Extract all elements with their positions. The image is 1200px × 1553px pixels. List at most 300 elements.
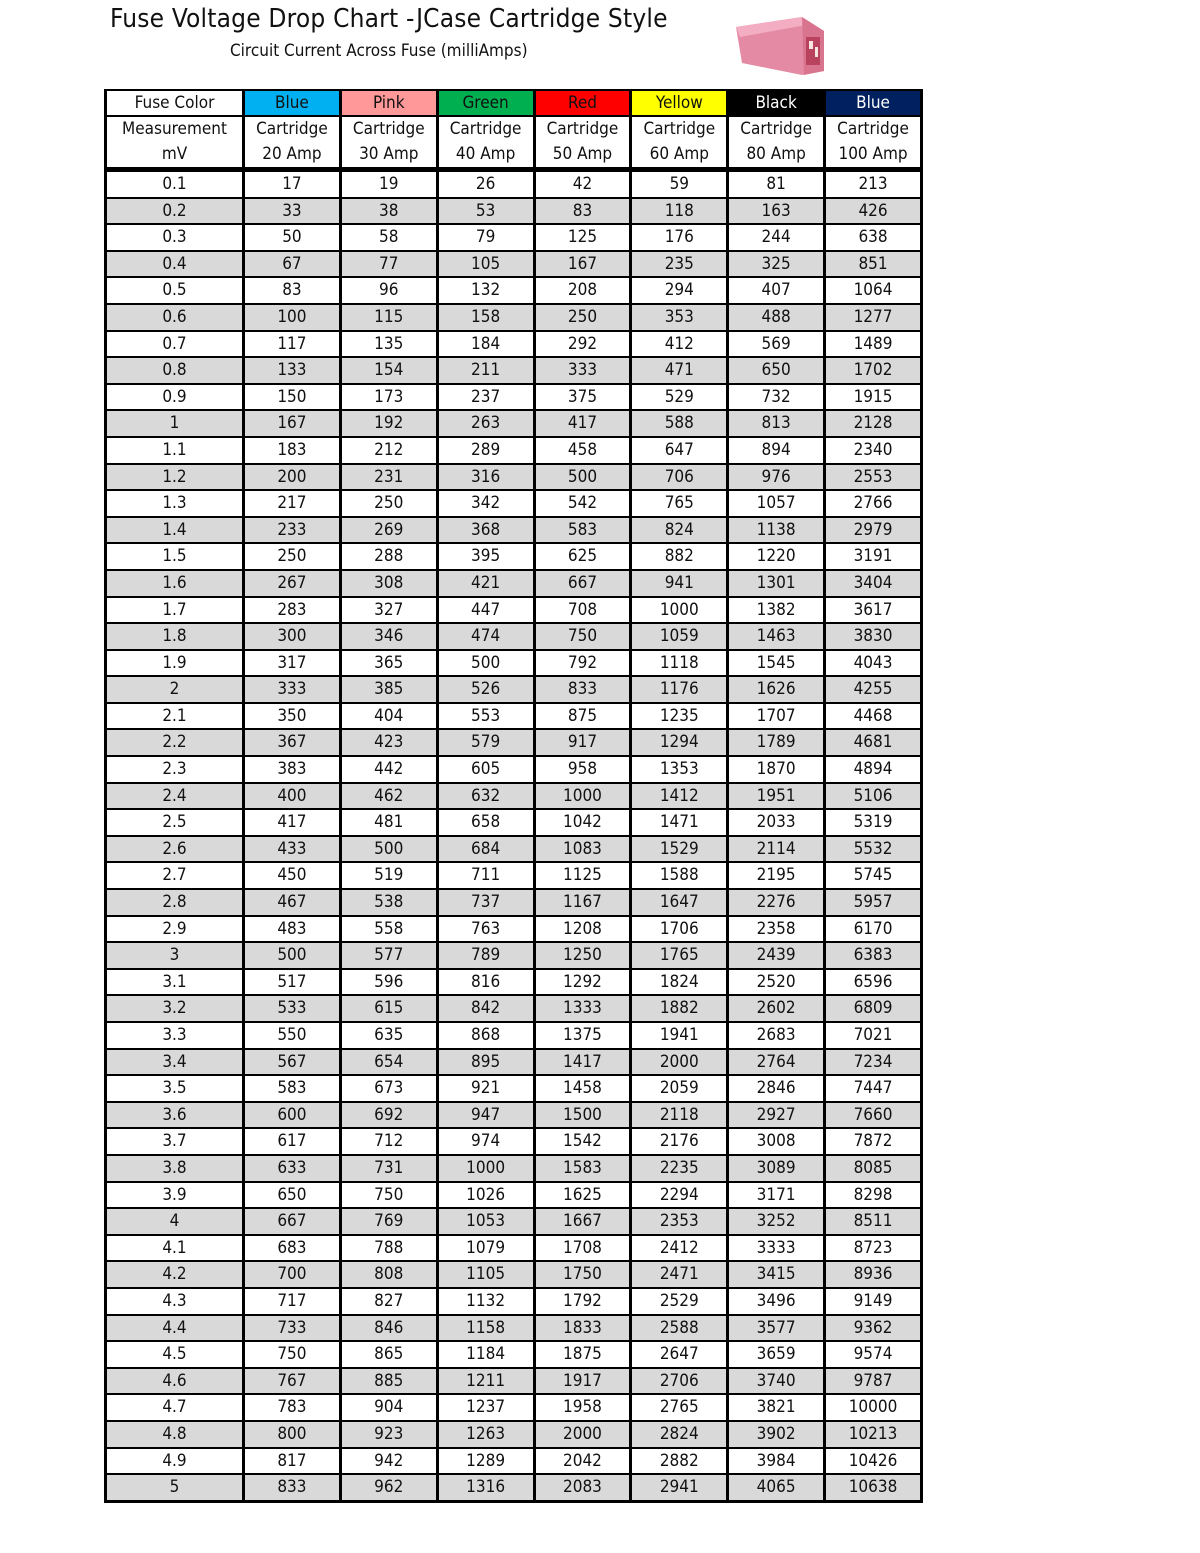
current-cell: 974	[439, 1129, 533, 1154]
current-cell: 237	[439, 385, 533, 410]
current-cell: 117	[245, 332, 339, 357]
current-cell: 1458	[536, 1076, 630, 1101]
current-cell: 353	[632, 305, 726, 330]
current-cell: 81	[729, 172, 823, 197]
current-cell: 3902	[729, 1422, 823, 1447]
current-cell: 316	[439, 465, 533, 490]
table-row	[107, 491, 920, 516]
current-cell: 3415	[729, 1262, 823, 1287]
current-cell: 2294	[632, 1183, 726, 1208]
measurement-cell: 2.9	[107, 917, 242, 942]
table-row	[107, 757, 920, 782]
current-cell: 7660	[826, 1103, 920, 1128]
current-cell: 962	[342, 1475, 436, 1500]
unit-label: mV	[161, 144, 188, 164]
current-cell: 692	[342, 1103, 436, 1128]
measurement-cell: 4.9	[107, 1449, 242, 1474]
current-cell: 342	[439, 491, 533, 516]
measurement-cell: 0.3	[107, 225, 242, 250]
current-cell: 1353	[632, 757, 726, 782]
measurement-cell: 1.6	[107, 571, 242, 596]
current-cell: 50	[245, 225, 339, 250]
measurement-cell: 0.5	[107, 278, 242, 303]
current-cell: 1000	[536, 784, 630, 809]
current-cell: 882	[632, 544, 726, 569]
current-cell: 77	[342, 252, 436, 277]
current-cell: 442	[342, 757, 436, 782]
current-cell: 404	[342, 704, 436, 729]
current-cell: 1237	[439, 1395, 533, 1420]
current-cell: 5532	[826, 837, 920, 862]
measurement-cell: 1.8	[107, 624, 242, 649]
measurement-cell: 3.3	[107, 1023, 242, 1048]
fuse-rating-header	[342, 117, 436, 167]
current-cell: 667	[536, 571, 630, 596]
current-cell: 2033	[729, 810, 823, 835]
current-cell: 292	[536, 332, 630, 357]
current-cell: 2764	[729, 1050, 823, 1075]
table-row	[107, 837, 920, 862]
current-cell: 483	[245, 917, 339, 942]
current-cell: 1316	[439, 1475, 533, 1500]
fuse-rating-header	[245, 117, 339, 167]
fuse-type: Cartridge	[740, 119, 812, 139]
current-cell: 471	[632, 358, 726, 383]
current-cell: 788	[342, 1236, 436, 1261]
table-row	[107, 252, 920, 277]
current-cell: 1833	[536, 1316, 630, 1341]
current-cell: 550	[245, 1023, 339, 1048]
table-row	[107, 358, 920, 383]
measurement-cell: 1.2	[107, 465, 242, 490]
current-cell: 1702	[826, 358, 920, 383]
measurement-cell: 3.6	[107, 1103, 242, 1128]
current-cell: 9362	[826, 1316, 920, 1341]
current-cell: 2358	[729, 917, 823, 942]
fuse-type: Cartridge	[256, 119, 328, 139]
current-cell: 750	[245, 1342, 339, 1367]
current-cell: 1463	[729, 624, 823, 649]
current-cell: 2941	[632, 1475, 726, 1500]
current-cell: 558	[342, 917, 436, 942]
current-cell: 10426	[826, 1449, 920, 1474]
current-cell: 923	[342, 1422, 436, 1447]
measurement-cell: 0.6	[107, 305, 242, 330]
current-cell: 115	[342, 305, 436, 330]
voltage-drop-table	[104, 89, 923, 1503]
current-cell: 33	[245, 199, 339, 224]
current-cell: 579	[439, 730, 533, 755]
table-row	[107, 651, 920, 676]
measurement-cell: 0.8	[107, 358, 242, 383]
measurement-cell: 0.2	[107, 199, 242, 224]
current-cell: 588	[632, 411, 726, 436]
current-cell: 1211	[439, 1369, 533, 1394]
current-cell: 538	[342, 890, 436, 915]
current-cell: 6809	[826, 996, 920, 1021]
current-cell: 2340	[826, 438, 920, 463]
table-row	[107, 1422, 920, 1447]
current-cell: 583	[536, 518, 630, 543]
fuse-color-cell: Blue	[245, 91, 339, 115]
current-cell: 2602	[729, 996, 823, 1021]
measurement-cell: 2.1	[107, 704, 242, 729]
current-cell: 617	[245, 1129, 339, 1154]
current-cell: 135	[342, 332, 436, 357]
current-cell: 26	[439, 172, 533, 197]
current-cell: 789	[439, 943, 533, 968]
current-cell: 217	[245, 491, 339, 516]
current-cell: 1708	[536, 1236, 630, 1261]
current-cell: 875	[536, 704, 630, 729]
current-cell: 3008	[729, 1129, 823, 1154]
current-cell: 1220	[729, 544, 823, 569]
current-cell: 894	[729, 438, 823, 463]
current-cell: 792	[536, 651, 630, 676]
current-cell: 1057	[729, 491, 823, 516]
measurement-cell: 2.6	[107, 837, 242, 862]
current-cell: 395	[439, 544, 533, 569]
current-cell: 712	[342, 1129, 436, 1154]
current-cell: 808	[342, 1262, 436, 1287]
table-row	[107, 385, 920, 410]
measurement-cell: 4.2	[107, 1262, 242, 1287]
current-cell: 2439	[729, 943, 823, 968]
current-cell: 2353	[632, 1209, 726, 1234]
current-cell: 4043	[826, 651, 920, 676]
table-row	[107, 1156, 920, 1181]
current-cell: 7234	[826, 1050, 920, 1075]
current-cell: 426	[826, 199, 920, 224]
current-cell: 385	[342, 677, 436, 702]
current-cell: 1125	[536, 863, 630, 888]
fuse-type: Cartridge	[352, 119, 425, 139]
current-cell: 421	[439, 571, 533, 596]
fuse-rating: 100 Amp	[838, 144, 908, 164]
current-cell: 1542	[536, 1129, 630, 1154]
current-cell: 167	[536, 252, 630, 277]
current-cell: 2235	[632, 1156, 726, 1181]
current-cell: 9574	[826, 1342, 920, 1367]
measurement-cell: 3.5	[107, 1076, 242, 1101]
table-row	[107, 1449, 920, 1474]
current-cell: 118	[632, 199, 726, 224]
current-cell: 667	[245, 1209, 339, 1234]
current-cell: 433	[245, 837, 339, 862]
measurement-cell: 4.6	[107, 1369, 242, 1394]
current-cell: 7872	[826, 1129, 920, 1154]
current-cell: 133	[245, 358, 339, 383]
current-cell: 263	[439, 411, 533, 436]
current-cell: 783	[245, 1395, 339, 1420]
table-row	[107, 624, 920, 649]
current-cell: 2846	[729, 1076, 823, 1101]
current-cell: 577	[342, 943, 436, 968]
measurement-cell: 4.4	[107, 1316, 242, 1341]
current-cell: 10213	[826, 1422, 920, 1447]
current-cell: 519	[342, 863, 436, 888]
table-row	[107, 518, 920, 543]
current-cell: 2520	[729, 970, 823, 995]
current-cell: 350	[245, 704, 339, 729]
current-cell: 3659	[729, 1342, 823, 1367]
measurement-cell: 1.9	[107, 651, 242, 676]
current-cell: 8936	[826, 1262, 920, 1287]
current-cell: 3617	[826, 598, 920, 623]
current-cell: 3171	[729, 1183, 823, 1208]
current-cell: 2128	[826, 411, 920, 436]
table-row	[107, 172, 920, 197]
current-cell: 1138	[729, 518, 823, 543]
table-row	[107, 571, 920, 596]
current-cell: 1750	[536, 1262, 630, 1287]
current-cell: 941	[632, 571, 726, 596]
current-cell: 1333	[536, 996, 630, 1021]
current-cell: 500	[245, 943, 339, 968]
current-cell: 7021	[826, 1023, 920, 1048]
current-cell: 365	[342, 651, 436, 676]
measurement-cell: 2.8	[107, 890, 242, 915]
current-cell: 200	[245, 465, 339, 490]
table-row	[107, 332, 920, 357]
measurement-cell: 3.2	[107, 996, 242, 1021]
current-cell: 708	[536, 598, 630, 623]
current-cell: 417	[536, 411, 630, 436]
measurement-cell: 1.4	[107, 518, 242, 543]
fuse-color-cell: Red	[536, 91, 630, 115]
current-cell: 2553	[826, 465, 920, 490]
current-cell: 767	[245, 1369, 339, 1394]
current-cell: 1000	[632, 598, 726, 623]
fuse-color-cell: Black	[729, 91, 823, 115]
current-cell: 1079	[439, 1236, 533, 1261]
measurement-header	[107, 117, 242, 167]
current-cell: 1529	[632, 837, 726, 862]
current-cell: 526	[439, 677, 533, 702]
current-cell: 2176	[632, 1129, 726, 1154]
current-cell: 3821	[729, 1395, 823, 1420]
current-cell: 1417	[536, 1050, 630, 1075]
current-cell: 300	[245, 624, 339, 649]
current-cell: 553	[439, 704, 533, 729]
current-cell: 1118	[632, 651, 726, 676]
measurement-cell: 2.2	[107, 730, 242, 755]
table-row	[107, 1103, 920, 1128]
table-row	[107, 199, 920, 224]
fuse-type: Cartridge	[546, 119, 619, 139]
current-cell: 706	[632, 465, 726, 490]
measurement-cell: 3.1	[107, 970, 242, 995]
current-cell: 173	[342, 385, 436, 410]
measurement-cell: 1.7	[107, 598, 242, 623]
current-cell: 816	[439, 970, 533, 995]
current-cell: 269	[342, 518, 436, 543]
fuse-type: Cartridge	[449, 119, 522, 139]
current-cell: 4894	[826, 757, 920, 782]
current-cell: 294	[632, 278, 726, 303]
current-cell: 1412	[632, 784, 726, 809]
table-row	[107, 225, 920, 250]
current-cell: 1042	[536, 810, 630, 835]
current-cell: 750	[536, 624, 630, 649]
fuse-rating: 60 Amp	[649, 144, 709, 164]
table-row	[107, 278, 920, 303]
current-cell: 5745	[826, 863, 920, 888]
current-cell: 647	[632, 438, 726, 463]
table-row	[107, 704, 920, 729]
fuse-rating: 20 Amp	[262, 144, 322, 164]
current-cell: 467	[245, 890, 339, 915]
fuse-type: Cartridge	[643, 119, 716, 139]
table-row	[107, 1076, 920, 1101]
table-row	[107, 465, 920, 490]
current-cell: 625	[536, 544, 630, 569]
table-row	[107, 970, 920, 995]
current-cell: 750	[342, 1183, 436, 1208]
table-row	[107, 1023, 920, 1048]
current-cell: 1250	[536, 943, 630, 968]
current-cell: 1958	[536, 1395, 630, 1420]
measurement-cell: 1	[107, 411, 242, 436]
current-cell: 833	[245, 1475, 339, 1500]
current-cell: 2000	[632, 1050, 726, 1075]
current-cell: 231	[342, 465, 436, 490]
measurement-cell: 4.7	[107, 1395, 242, 1420]
measurement-cell: 0.9	[107, 385, 242, 410]
current-cell: 3252	[729, 1209, 823, 1234]
current-cell: 2118	[632, 1103, 726, 1128]
current-cell: 3404	[826, 571, 920, 596]
current-cell: 583	[245, 1076, 339, 1101]
current-cell: 2276	[729, 890, 823, 915]
current-cell: 921	[439, 1076, 533, 1101]
table-row	[107, 1262, 920, 1287]
current-cell: 53	[439, 199, 533, 224]
current-cell: 2195	[729, 863, 823, 888]
measurement-cell: 3.9	[107, 1183, 242, 1208]
current-cell: 2706	[632, 1369, 726, 1394]
current-cell: 368	[439, 518, 533, 543]
current-cell: 19	[342, 172, 436, 197]
current-cell: 6596	[826, 970, 920, 995]
current-cell: 450	[245, 863, 339, 888]
current-cell: 567	[245, 1050, 339, 1075]
current-cell: 488	[729, 305, 823, 330]
current-cell: 1917	[536, 1369, 630, 1394]
current-cell: 958	[536, 757, 630, 782]
measurement-cell: 0.1	[107, 172, 242, 197]
current-cell: 383	[245, 757, 339, 782]
current-cell: 167	[245, 411, 339, 436]
current-cell: 150	[245, 385, 339, 410]
current-cell: 683	[245, 1236, 339, 1261]
current-cell: 79	[439, 225, 533, 250]
current-cell: 7447	[826, 1076, 920, 1101]
current-cell: 105	[439, 252, 533, 277]
current-cell: 317	[245, 651, 339, 676]
current-cell: 327	[342, 598, 436, 623]
current-cell: 650	[245, 1183, 339, 1208]
fuse-rating-header	[439, 117, 533, 167]
current-cell: 213	[826, 172, 920, 197]
current-cell: 1053	[439, 1209, 533, 1234]
measurement-cell: 1.3	[107, 491, 242, 516]
current-cell: 3830	[826, 624, 920, 649]
current-cell: 2765	[632, 1395, 726, 1420]
current-cell: 765	[632, 491, 726, 516]
current-cell: 42	[536, 172, 630, 197]
current-cell: 800	[245, 1422, 339, 1447]
current-cell: 1277	[826, 305, 920, 330]
table-row	[107, 996, 920, 1021]
current-cell: 1583	[536, 1156, 630, 1181]
current-cell: 1471	[632, 810, 726, 835]
current-cell: 83	[245, 278, 339, 303]
measurement-cell: 1.1	[107, 438, 242, 463]
current-cell: 3740	[729, 1369, 823, 1394]
current-cell: 1059	[632, 624, 726, 649]
current-cell: 632	[439, 784, 533, 809]
current-cell: 462	[342, 784, 436, 809]
current-cell: 289	[439, 438, 533, 463]
current-cell: 2083	[536, 1475, 630, 1500]
current-cell: 737	[439, 890, 533, 915]
current-cell: 417	[245, 810, 339, 835]
current-cell: 8511	[826, 1209, 920, 1234]
current-cell: 885	[342, 1369, 436, 1394]
current-cell: 211	[439, 358, 533, 383]
current-cell: 407	[729, 278, 823, 303]
current-cell: 2882	[632, 1449, 726, 1474]
current-cell: 717	[245, 1289, 339, 1314]
current-cell: 813	[729, 411, 823, 436]
table-row	[107, 1129, 920, 1154]
current-cell: 59	[632, 172, 726, 197]
current-cell: 423	[342, 730, 436, 755]
current-cell: 4255	[826, 677, 920, 702]
current-cell: 865	[342, 1342, 436, 1367]
table-row	[107, 677, 920, 702]
current-cell: 615	[342, 996, 436, 1021]
current-cell: 769	[342, 1209, 436, 1234]
current-cell: 208	[536, 278, 630, 303]
current-cell: 2927	[729, 1103, 823, 1128]
current-cell: 125	[536, 225, 630, 250]
table-row	[107, 1183, 920, 1208]
fuse-rating: 80 Amp	[746, 144, 806, 164]
measurement-cell: 5	[107, 1475, 242, 1500]
table-row	[107, 784, 920, 809]
measurement-cell: 4.5	[107, 1342, 242, 1367]
page-subtitle: Circuit Current Across Fuse (milliAmps)	[230, 41, 528, 61]
current-cell: 1875	[536, 1342, 630, 1367]
measurement-cell: 4.3	[107, 1289, 242, 1314]
current-cell: 83	[536, 199, 630, 224]
current-cell: 1500	[536, 1103, 630, 1128]
table-row	[107, 917, 920, 942]
current-cell: 447	[439, 598, 533, 623]
current-cell: 711	[439, 863, 533, 888]
current-cell: 158	[439, 305, 533, 330]
current-cell: 3984	[729, 1449, 823, 1474]
current-cell: 235	[632, 252, 726, 277]
current-cell: 6383	[826, 943, 920, 968]
current-cell: 1382	[729, 598, 823, 623]
current-cell: 183	[245, 438, 339, 463]
current-cell: 500	[439, 651, 533, 676]
table-row	[107, 863, 920, 888]
current-cell: 1208	[536, 917, 630, 942]
